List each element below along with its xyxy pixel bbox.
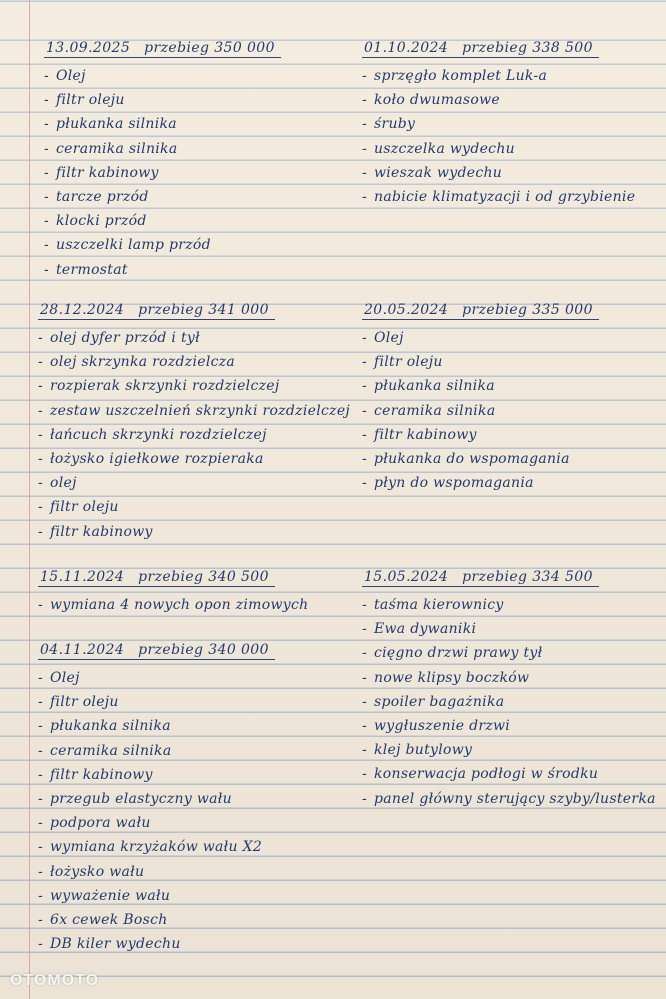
bullet-dash: - (362, 354, 368, 371)
bullet-dash: - (44, 140, 50, 157)
service-entry (362, 299, 599, 495)
list-item (38, 811, 275, 835)
list-item (38, 326, 350, 350)
bullet-dash: - (362, 717, 368, 734)
list-item (362, 666, 656, 690)
bullet-dash: - (362, 188, 368, 205)
item-text: ceramika silnika (374, 402, 496, 419)
item-text: Ewa dywaniki (374, 621, 477, 638)
bullet-dash: - (362, 450, 368, 467)
list-item (362, 787, 656, 811)
bullet-dash: - (38, 815, 44, 832)
bullet-dash: - (44, 188, 50, 205)
item-text: filtr oleju (50, 694, 119, 711)
item-text: uszczelka wydechu (374, 140, 515, 157)
service-entry (362, 37, 635, 209)
entry-item-list (44, 64, 281, 282)
list-item (362, 137, 635, 161)
item-text: łożysko wału (50, 863, 145, 880)
service-entry (38, 639, 275, 956)
list-item (362, 690, 656, 714)
item-text: Olej (56, 68, 86, 84)
bullet-dash: - (38, 887, 44, 904)
item-text: ceramika silnika (50, 742, 172, 759)
item-text: wyważenie wału (50, 887, 171, 904)
item-text: termostat (56, 261, 128, 278)
list-item (362, 161, 635, 185)
entry-date: 13.09.2025 (46, 40, 131, 56)
list-item (362, 641, 656, 665)
list-item (44, 112, 281, 136)
list-item (38, 399, 350, 423)
item-text: filtr kabinowy (374, 426, 477, 443)
list-item (38, 350, 350, 374)
entry-header (38, 568, 275, 587)
list-item (362, 88, 635, 112)
bullet-dash: - (38, 839, 44, 856)
bullet-dash: - (38, 499, 44, 516)
item-text: podpora wału (50, 815, 151, 832)
list-item (44, 161, 281, 185)
item-text: panel główny sterujący szyby/lusterka (374, 790, 656, 807)
bullet-dash: - (362, 693, 368, 710)
entry-item-list (38, 326, 350, 544)
service-entry (44, 37, 281, 282)
item-text: rozpierak skrzynki rozdzielczej (50, 378, 280, 395)
entry-mileage: przebieg 334 500 (462, 569, 593, 585)
bullet-dash: - (362, 68, 368, 84)
list-item (44, 185, 281, 209)
bullet-dash: - (38, 597, 44, 613)
list-item (362, 447, 599, 471)
list-item (362, 399, 599, 423)
bullet-dash: - (362, 140, 368, 157)
bullet-dash: - (38, 670, 44, 686)
item-text: nowe klipsy boczków (374, 669, 530, 686)
list-item (38, 739, 275, 763)
entry-item-list (38, 666, 275, 956)
list-item (38, 374, 350, 398)
bullet-dash: - (362, 116, 368, 133)
bullet-dash: - (362, 426, 368, 443)
bullet-dash: - (38, 523, 44, 540)
entry-mileage: przebieg 335 000 (462, 302, 593, 318)
bullet-dash: - (362, 402, 368, 419)
list-item (38, 714, 275, 738)
bullet-dash: - (44, 92, 50, 109)
list-item (44, 88, 281, 112)
otomoto-watermark: OTOMOTO (10, 972, 100, 989)
entry-date: 01.10.2024 (364, 40, 449, 56)
service-entry (362, 566, 656, 811)
list-item (38, 690, 275, 714)
item-text: łożysko igiełkowe rozpieraka (50, 450, 264, 467)
bullet-dash: - (362, 790, 368, 807)
item-text: wygłuszenie drzwi (374, 717, 511, 734)
bullet-dash: - (38, 450, 44, 467)
item-text: wieszak wydechu (374, 164, 503, 181)
bullet-dash: - (38, 694, 44, 711)
item-text: olej (50, 475, 77, 492)
item-text: tarcze przód (56, 188, 149, 205)
item-text: uszczelki lamp przód (56, 237, 211, 254)
entry-mileage: przebieg 340 000 (138, 642, 269, 658)
bullet-dash: - (38, 718, 44, 735)
item-text: płukanka do wspomagania (374, 450, 570, 467)
bullet-dash: - (38, 354, 44, 371)
list-item (362, 350, 599, 374)
list-item (362, 374, 599, 398)
list-item (362, 738, 656, 762)
item-text: płukanka silnika (50, 718, 171, 735)
list-item (362, 326, 599, 350)
bullet-dash: - (362, 164, 368, 181)
item-text: 6x cewek Bosch (50, 911, 168, 928)
item-text: filtr kabinowy (50, 523, 153, 540)
bullet-dash: - (38, 936, 44, 953)
item-text: zestaw uszczelnień skrzynki rozdzielczej (50, 402, 351, 419)
list-item (38, 835, 275, 859)
bullet-dash: - (362, 378, 368, 395)
bullet-dash: - (44, 68, 50, 84)
entry-date: 15.11.2024 (40, 569, 125, 585)
list-item (38, 908, 275, 932)
entry-item-list (362, 326, 599, 495)
bullet-dash: - (38, 742, 44, 759)
bullet-dash: - (44, 213, 50, 230)
item-text: Olej (374, 330, 404, 346)
list-item (38, 423, 350, 447)
bullet-dash: - (44, 237, 50, 254)
item-text: wymiana krzyżaków wału X2 (50, 839, 263, 856)
list-item (38, 666, 275, 690)
item-text: łańcuch skrzynki rozdzielczej (50, 426, 267, 443)
entry-date: 28.12.2024 (40, 302, 125, 318)
list-item (44, 209, 281, 233)
bullet-dash: - (38, 766, 44, 783)
list-item (362, 762, 656, 786)
list-item (38, 447, 350, 471)
item-text: klocki przód (56, 213, 147, 230)
item-text: nabicie klimatyzacji i od grzybienie (374, 188, 636, 205)
bullet-dash: - (44, 164, 50, 181)
item-text: płyn do wspomagania (374, 475, 534, 492)
bullet-dash: - (362, 669, 368, 686)
list-item (362, 185, 635, 209)
list-item (362, 423, 599, 447)
item-text: spoiler bagażnika (374, 693, 505, 710)
entry-item-list (362, 593, 656, 811)
list-item (44, 258, 281, 282)
entry-header (362, 568, 599, 587)
item-text: taśma kierownicy (374, 597, 504, 613)
list-item (38, 471, 350, 495)
item-text: filtr kabinowy (56, 164, 159, 181)
bullet-dash: - (362, 597, 368, 613)
list-item (38, 884, 275, 908)
bullet-dash: - (362, 766, 368, 783)
entry-mileage: przebieg 340 500 (138, 569, 269, 585)
list-item (38, 932, 275, 956)
bullet-dash: - (362, 330, 368, 346)
item-text: filtr oleju (56, 92, 125, 109)
entry-date: 20.05.2024 (364, 302, 449, 318)
bullet-dash: - (362, 645, 368, 662)
bullet-dash: - (362, 475, 368, 492)
item-text: cięgno drzwi prawy tył (374, 645, 543, 662)
list-item (38, 593, 308, 617)
service-entry (38, 299, 350, 544)
item-text: filtr oleju (374, 354, 443, 371)
service-entry (38, 566, 308, 617)
bullet-dash: - (44, 261, 50, 278)
entry-date: 04.11.2024 (40, 642, 125, 658)
list-item (38, 520, 350, 544)
item-text: olej dyfer przód i tył (50, 330, 200, 346)
list-item (38, 860, 275, 884)
bullet-dash: - (362, 621, 368, 638)
bullet-dash: - (38, 378, 44, 395)
entry-mileage: przebieg 338 500 (462, 40, 593, 56)
entry-header (44, 39, 281, 58)
item-text: płukanka silnika (374, 378, 495, 395)
bullet-dash: - (38, 911, 44, 928)
bullet-dash: - (44, 116, 50, 133)
item-text: ceramika silnika (56, 140, 178, 157)
bullet-dash: - (38, 426, 44, 443)
item-text: przegub elastyczny wału (50, 790, 232, 807)
bullet-dash: - (38, 402, 44, 419)
bullet-dash: - (38, 863, 44, 880)
list-item (44, 137, 281, 161)
entry-mileage: przebieg 350 000 (144, 40, 275, 56)
item-text: koło dwumasowe (374, 92, 500, 109)
item-text: olej skrzynka rozdzielcza (50, 354, 236, 371)
item-text: wymiana 4 nowych opon zimowych (50, 597, 309, 613)
entry-header (362, 301, 599, 320)
entry-header (38, 301, 275, 320)
list-item (38, 787, 275, 811)
item-text: klej butylowy (374, 742, 473, 759)
notebook-margin-line (29, 0, 30, 999)
entry-date: 15.05.2024 (364, 569, 449, 585)
entry-item-list (362, 64, 635, 209)
item-text: filtr kabinowy (50, 766, 153, 783)
item-text: DB kiler wydechu (50, 936, 181, 953)
item-text: konserwacja podłogi w środku (374, 766, 599, 783)
bullet-dash: - (362, 92, 368, 109)
list-item (38, 763, 275, 787)
entry-header (362, 39, 599, 58)
item-text: filtr oleju (50, 499, 119, 516)
bullet-dash: - (38, 330, 44, 346)
item-text: śruby (374, 116, 416, 133)
list-item (362, 617, 656, 641)
item-text: sprzęgło komplet Luk-a (374, 68, 548, 84)
bullet-dash: - (38, 790, 44, 807)
entry-item-list (38, 593, 308, 617)
list-item (362, 64, 635, 88)
entry-mileage: przebieg 341 000 (138, 302, 269, 318)
list-item (362, 593, 656, 617)
list-item (362, 112, 635, 136)
item-text: Olej (50, 670, 80, 686)
list-item (44, 64, 281, 88)
list-item (44, 233, 281, 257)
bullet-dash: - (362, 742, 368, 759)
item-text: płukanka silnika (56, 116, 177, 133)
entry-header (38, 641, 275, 660)
list-item (362, 471, 599, 495)
list-item (38, 495, 350, 519)
list-item (362, 714, 656, 738)
bullet-dash: - (38, 475, 44, 492)
